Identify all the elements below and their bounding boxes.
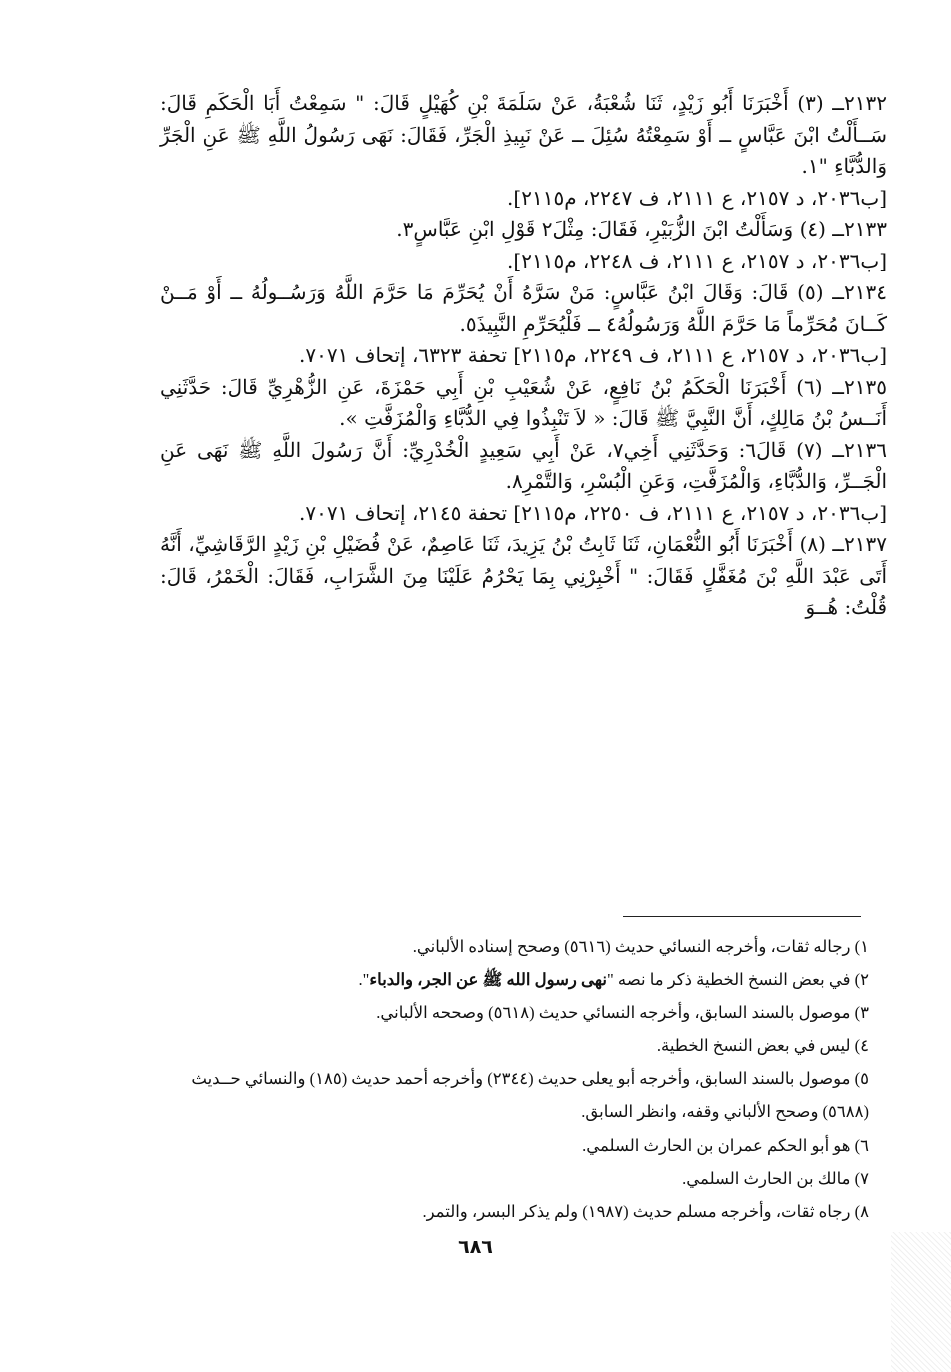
hadith-text-block: [160, 88, 887, 624]
footnote-4: ٤) ليس في بعض النسخ الخطية.: [656, 1036, 869, 1055]
footnote-5-line-2: (٥٦٨٨) وصحح الألباني وقفه، وانظر السابق.: [581, 1102, 869, 1121]
footnote-2-bold: نهى رسول الله ﷺ عن الجر، والدباء: [369, 970, 607, 989]
scan-texture: [891, 1232, 951, 1372]
reference-2132: [ب٢٠٣٦، د ٢١٥٧، ع ٢١١١، ف ٢٢٤٧، م٢١١٥].: [507, 185, 887, 210]
reference-2136: [ب٢٠٣٦، د ٢١٥٧، ع ٢١١١، ف ٢٢٥٠، م٢١١٥] تحفة ٢١٤٥، إتحاف ٧٠٧١.: [299, 500, 887, 525]
footnote-5-line-1: ٥) موصول بالسند السابق، وأخرجه أبو يعلى حديث (٢٣٤٤) وأخرجه أحمد حديث (١٨٥) والنسائي حــديث: [191, 1069, 869, 1088]
footnote-2-prefix: ٢) في بعض النسخ الخطية ذكر ما نصه ": [606, 970, 869, 989]
hadith-2136: ٢١٣٦ــ (٧) قَالَ٦: وَحَدَّثَنِي أَخِي٧، عَنْ أَبِي سَعِيدٍ الْخُدْرِيِّ: أَنَّ رَسُولَ اللَّهِ ﷺ نَهَى عَنِ الْجَــرِّ، وَالدُّبَّاءِ، وَالْمُزَفَّتِ، وَعَنِ الْبُسْرِ، وَالتَّمْرِ٨.: [160, 437, 887, 493]
hadith-2132: ٢١٣٢ــ (٣) أَخْبَرَنَا أَبُو زَيْدٍ، ثَنَا شُعْبَةُ، عَنْ سَلَمَةَ بْنِ كُهَيْلٍ قَالَ: " سَمِعْتُ أَبَا الْحَكَمِ قَالَ: سَــأَلْتُ ابْنَ عَبَّاسٍ ــ أَوْ سَمِعْتُهُ سُئِلَ ــ عَنْ نَبِيذِ الْجَرِّ، فَقَالَ: نَهَى رَسُولُ اللَّهِ ﷺ عَنِ الْجَرِّ وَالدُّبَّاءِ "١.: [160, 91, 887, 178]
footnote-2-suffix: ".: [358, 970, 370, 989]
page-number: ٦٨٦: [458, 1236, 493, 1258]
hadith-2134: ٢١٣٤ــ (٥) قَالَ: وَقَالَ ابْنُ عَبَّاسٍ: مَنْ سَرَّهُ أَنْ يُحَرِّمَ مَا حَرَّمَ اللَّهُ وَرَسُــولُهُ ــ أَوْ مَــنْ كَــانَ مُحَرِّماً مَا حَرَّمَ اللَّهُ وَرَسُولُهُ٤ ــ فَلْيُحَرِّمِ النَّبِيذَ٥.: [160, 280, 887, 336]
reference-2134: [ب٢٠٣٦، د ٢١٥٧، ع ٢١١١، ف ٢٢٤٩، م٢١١٥] تحفة ٦٣٢٣، إتحاف ٧٠٧١.: [299, 343, 887, 367]
footnote-2: [58, 963, 869, 996]
hadith-2137: ٢١٣٧ــ (٨) أَخْبَرَنَا أَبُو النُّعْمَانِ، ثَنَا ثَابِتُ بْنُ يَزِيدَ، ثَنَا عَاصِمٌ، عَنْ فُضَيْلِ بْنِ زَيْدٍ الرَّقَاشِيِّ، أَنَّهُ أَتَى عَبْدَ اللَّهِ بْنَ مُغَفَّلٍ فَقَالَ: " أَخْبِرْنِي بِمَا يَحْرُمُ عَلَيْنَا مِنَ الشَّرَابِ، فَقَالَ: الْخَمْرُ، قَالَ: قُلْتُ: هُــوَ: [160, 532, 888, 619]
reference-2133: [ب٢٠٣٦، د ٢١٥٧، ع ٢١١١، ف ٢٢٤٨، م٢١١٥].: [507, 248, 887, 273]
footnote-8: ٨) رجاه ثقات، وأخرجه مسلم حديث (١٩٨٧) ولم يذكر البسر، والتمر.: [422, 1202, 869, 1221]
hadith-2135: ٢١٣٥ــ (٦) أَخْبَرَنَا الْحَكَمُ بْنُ نَافِعٍ، عَنْ شُعَيْبِ بْنِ أَبِي حَمْزَةَ، عَنِ الزُّهْرِيِّ قَالَ: حَدَّثَنِي أَنَــسُ بْنُ مَالِكٍ، أَنَّ النَّبِيَّ ﷺ قَالَ: « لاَ تَنْبِذُوا فِي الدُّبَّاءِ وَالْمُزَفَّتِ ».: [160, 374, 887, 430]
footnote-3: ٣) موصول بالسند السابق، وأخرجه النسائي حديث (٥٦١٨) وصححه الألباني.: [376, 1003, 869, 1022]
footnotes-block: [58, 930, 869, 1228]
hadith-2133: ٢١٣٣ــ (٤) وَسَأَلْتُ ابْنَ الزُّبَيْرِ، فَقَالَ: مِثْلَ٢ قَوْلِ ابْنِ عَبَّاسٍ٣.: [396, 217, 887, 241]
footnote-separator: [623, 916, 861, 917]
footnote-7: ٧) مالك بن الحارث السلمي.: [682, 1169, 869, 1188]
footnote-1: ١) رجاله ثقات، وأخرجه النسائي حديث (٥٦١٦) وصحح إسناده الألباني.: [412, 937, 869, 956]
footnote-6: ٦) هو أبو الحكم عمران بن الحارث السلمي.: [582, 1136, 869, 1155]
